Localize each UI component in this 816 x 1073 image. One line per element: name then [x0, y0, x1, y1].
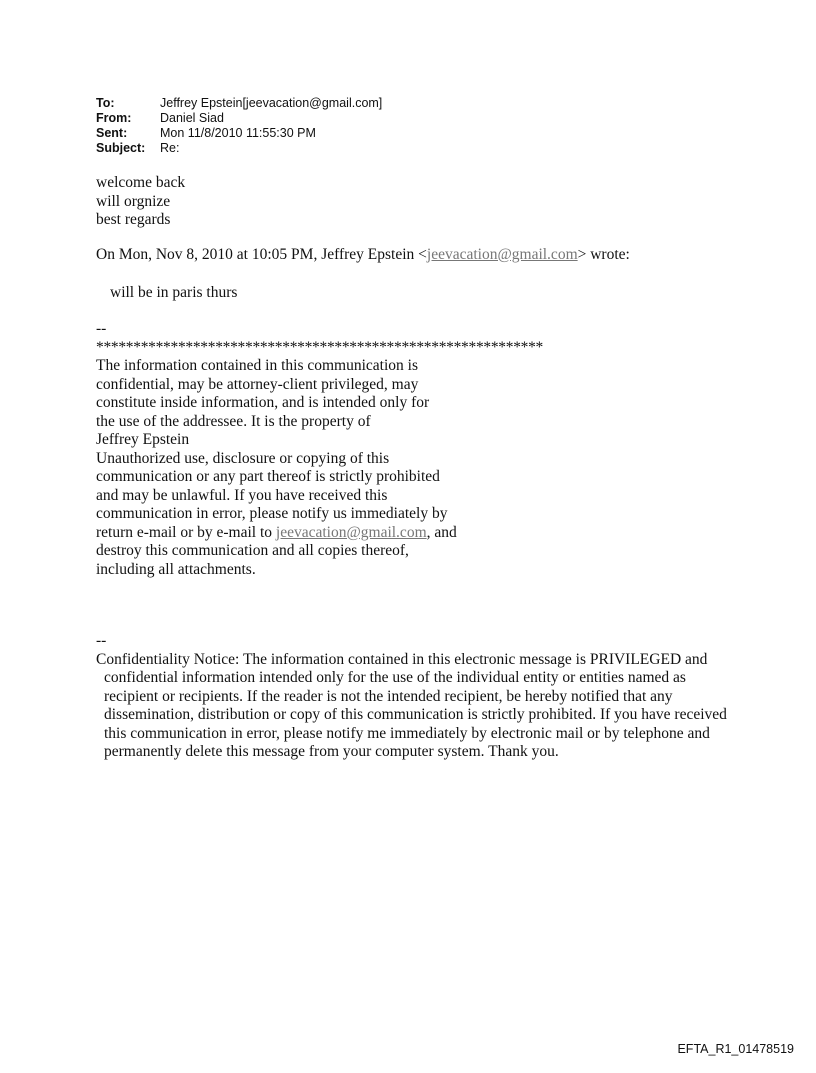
- signature-line: communication in error, please notify us immediately by: [96, 505, 448, 522]
- to-value: Jeffrey Epstein[jeevacation@gmail.com]: [160, 96, 383, 110]
- signature-line: destroy this communication and all copies thereof,: [96, 542, 409, 559]
- subject-label: Subject:: [96, 141, 146, 155]
- notice-dashes: --: [96, 632, 107, 649]
- body-line: best regards: [96, 211, 171, 228]
- email-header: [96, 96, 382, 156]
- signature-stars: ************************************************************: [96, 338, 544, 356]
- quote-intro-suffix: > wrote:: [577, 246, 630, 263]
- return-suffix: , and: [426, 523, 457, 541]
- sent-value: Mon 11/8/2010 11:55:30 PM: [160, 126, 316, 140]
- header-subject-row: [96, 141, 382, 156]
- signature-email-link[interactable]: jeevacation@gmail.com: [275, 523, 427, 541]
- quote-intro: [96, 246, 630, 265]
- signature-line: the use of the addressee. It is the property of: [96, 412, 371, 430]
- return-text: return e-mail or by e-mail to: [96, 523, 276, 541]
- to-label: To:: [96, 96, 115, 110]
- signature-line: communication or any part thereof is strictly prohibited: [96, 468, 440, 485]
- message-body: [96, 174, 185, 230]
- header-to-row: [96, 96, 382, 111]
- signature-line: constitute inside information, and is intended only for: [96, 394, 430, 411]
- signature-line: The information contained in this communication is: [96, 357, 418, 374]
- signature-line: including all attachments.: [96, 560, 256, 578]
- body-line: will orgnize: [96, 192, 171, 210]
- signature-block: [96, 320, 543, 579]
- body-line: welcome back: [96, 174, 186, 191]
- confidentiality-notice: [96, 632, 736, 762]
- sent-label: Sent:: [96, 126, 128, 140]
- header-from-row: [96, 111, 382, 126]
- quoted-text: will be in paris thurs: [110, 284, 238, 301]
- signature-line: Unauthorized use, disclosure or copying of this: [96, 449, 390, 467]
- notice-text: Confidentiality Notice: The information contained in this electronic message is PRIVILEGED and confidential information intended only for the use of the individual entity or entities named as recipient or recipients. If the reader is not the intended recipient, be hereby notified that any dissemination, distribution or copy of this communication is strictly prohibited. If you have received this communication in error, please notify me immediately by electronic mail or by telephone and permanently delete this message from your computer system. Thank you.: [96, 650, 727, 760]
- signature-dashes: --: [96, 320, 107, 337]
- quote-email-link[interactable]: jeevacation@gmail.com: [426, 246, 578, 263]
- subject-value: Re:: [160, 141, 180, 155]
- signature-return-line: [96, 524, 543, 543]
- signature-line: confidential, may be attorney-client privileged, may: [96, 375, 419, 393]
- signature-line: Jeffrey Epstein: [96, 431, 190, 448]
- quote-intro-text: On Mon, Nov 8, 2010 at 10:05 PM, Jeffrey Epstein <: [96, 246, 427, 263]
- from-label: From:: [96, 111, 132, 125]
- header-sent-row: [96, 126, 382, 141]
- signature-line: and may be unlawful. If you have received this: [96, 486, 388, 504]
- from-value: Daniel Siad: [160, 111, 224, 125]
- quoted-message: [110, 284, 237, 303]
- document-id: EFTA_R1_01478519: [677, 1042, 794, 1056]
